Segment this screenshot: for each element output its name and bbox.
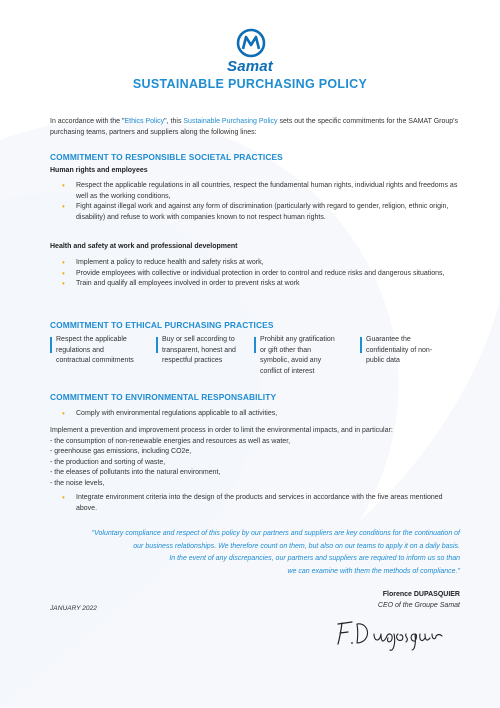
ethical-column: Buy or sell according to transparent, honest and respectful practices [156, 335, 244, 367]
bullet-icon: • [62, 258, 65, 267]
list-item: • Implement a policy to reduce health and safety risks at work, [62, 258, 264, 267]
list-item: • Comply with environmental regulations applicable to all activities, [62, 409, 278, 418]
text-line: - greenhouse gas emissions, including CO2e, [50, 448, 192, 456]
section-heading-societal: COMMITMENT TO RESPONSIBLE SOCIETAL PRACTICES [50, 152, 283, 162]
page-title: SUSTAINABLE PURCHASING POLICY [132, 77, 368, 91]
ethical-column: Guarantee the confidentiality of non-public data [360, 335, 448, 367]
environment-list-2 [60, 493, 460, 514]
column-divider [254, 337, 256, 353]
intro-paragraph: In accordance with the "Ethics Policy", this Sustainable Purchasing Policy sets out the specific commitments for the SAMAT Group's purchasing teams, partners and suppliers along the following lines: [50, 118, 458, 136]
bullet-icon: • [62, 181, 65, 190]
ethics-policy-link[interactable]: Ethics Policy [124, 118, 165, 125]
list-item: • Provide employees with collective or individual protection in order to control and reduce risks and dangerous situations, [62, 268, 445, 278]
list-item: • Respect the applicable regulations in all countries, respect the fundamental human rights, individual rights and freedoms as well as the working conditions, [62, 181, 458, 200]
section-heading-ethical: COMMITMENT TO ETHICAL PURCHASING PRACTICES [50, 320, 274, 330]
column-divider [156, 337, 158, 353]
text-line: - the production and sorting of waste, [50, 458, 166, 466]
text-line: - the eleases of pollutants into the natural environment, [50, 469, 221, 477]
health-safety-list [60, 258, 460, 290]
column-divider [360, 337, 362, 353]
ethical-column: Respect the applicable regulations and contractual commitments [50, 335, 138, 367]
ethical-column: Prohibit any gratification or gift other than symbolic, avoid any conflict of interest [254, 335, 342, 377]
samat-logo-icon [236, 28, 266, 58]
compliance-quote [30, 528, 460, 578]
bullet-icon: • [62, 279, 65, 289]
section-heading-environment: COMMITMENT TO ENVIRONMENTAL RESPONSABILITY [50, 392, 277, 402]
purchasing-policy-link[interactable]: Sustainable Purchasing Policy [183, 118, 278, 125]
document-date: JANUARY 2022 [50, 605, 97, 612]
list-item: • Integrate environment criteria into the design of the products and services in accordance with the five areas mentioned above. [62, 493, 443, 512]
list-item: • Train and qualify all employees involved in order to prevent risks at work [62, 279, 300, 289]
text-line: - the consumption of non-renewable energies and resources as well as water, [50, 437, 291, 445]
quote-line: In the event of any discrepancies, our partners and suppliers are required to inform us so than [169, 555, 460, 563]
signer-name: Florence DUPASQUIER [382, 591, 460, 598]
quote-line: we can examine with them the methods of compliance." [287, 567, 460, 575]
subheading-human-rights: Human rights and employees [50, 167, 148, 174]
human-rights-list [60, 181, 460, 223]
quote-line: "Voluntary compliance and respect of this policy by our partners and suppliers are key conditions for the continuation of [91, 530, 460, 537]
handwritten-signature [330, 612, 450, 652]
environment-process-text [50, 426, 470, 490]
bullet-icon: • [62, 493, 65, 502]
signer-title: CEO of the Groupe Samat [377, 602, 460, 609]
list-item: • Fight against illegal work and against any form of discrimination (particularly with regard to gender, religion, ethnic origin, disability) and refuse to work with companies known to not respect human rights. [62, 202, 449, 221]
column-divider [50, 337, 52, 353]
brand-name: Samat [226, 58, 274, 75]
environment-list-1 [60, 409, 460, 420]
subheading-health-safety: Health and safety at work and professional development [50, 243, 238, 250]
text-line: Implement a prevention and improvement process in order to limit the environmental impacts, and in particular: [50, 427, 393, 434]
bullet-icon: • [62, 202, 65, 212]
bullet-icon: • [62, 268, 65, 278]
quote-line: our business relationships. We therefore count on them, but also on our teams to apply it on a daily basis. [133, 542, 460, 550]
bullet-icon: • [62, 409, 65, 418]
text-line: - the noise levels, [50, 479, 105, 487]
